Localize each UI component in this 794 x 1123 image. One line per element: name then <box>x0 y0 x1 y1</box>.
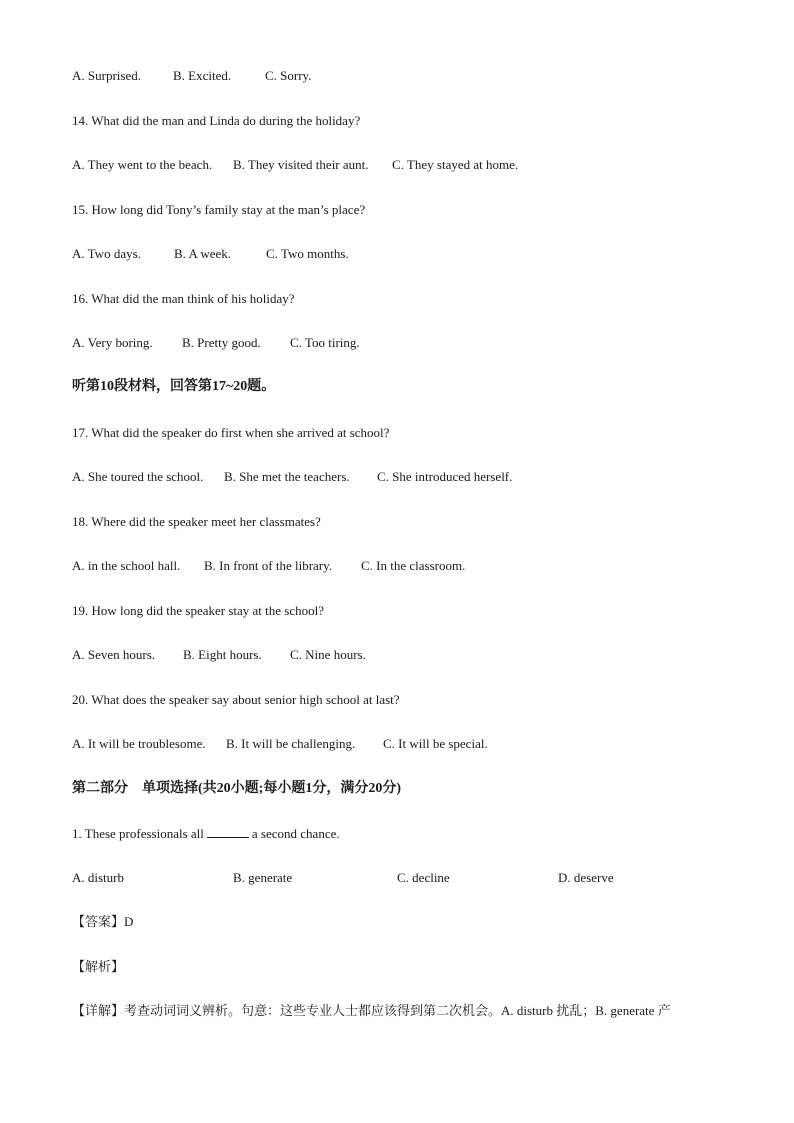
q14-options <box>72 157 519 173</box>
option: A. They went to the beach. <box>72 157 213 172</box>
option: A. disturb <box>72 870 124 885</box>
section-heading: 听第10段材料，回答第17~20题。 <box>72 379 276 394</box>
q19-options <box>72 647 366 663</box>
answer-line: 【答案】D <box>72 914 134 929</box>
option: B. In front of the library. <box>204 558 333 573</box>
option: B. Eight hours. <box>183 647 262 662</box>
option: C. Nine hours. <box>290 647 366 662</box>
question-before: 1. These professionals all <box>72 826 204 841</box>
question-text: 17. What did the speaker do first when she arrived at school? <box>72 425 390 440</box>
option: C. In the classroom. <box>361 558 466 573</box>
part-heading: 第二部分 单项选择(共20小题;每小题1分，满分20分) <box>72 781 401 796</box>
option: A. Very boring. <box>72 335 153 350</box>
option: C. It will be special. <box>383 736 488 751</box>
option: B. Excited. <box>173 68 232 83</box>
p2q1-options <box>72 870 614 886</box>
option: B. She met the teachers. <box>224 469 350 484</box>
option: A. Two days. <box>72 246 141 261</box>
q20-options <box>72 736 488 752</box>
option: A. in the school hall. <box>72 558 181 573</box>
option: B. A week. <box>174 246 232 261</box>
analysis-line: 【解析】 <box>72 959 125 974</box>
option: C. They stayed at home. <box>392 157 519 172</box>
option: C. She introduced herself. <box>377 469 513 484</box>
question-text: 18. Where did the speaker meet her classmates? <box>72 514 321 529</box>
option: B. It will be challenging. <box>226 736 356 751</box>
option: C. Sorry. <box>265 68 312 83</box>
option: A. She toured the school. <box>72 469 204 484</box>
question-text: 16. What did the man think of his holiday? <box>72 291 295 306</box>
question-after: a second chance. <box>251 826 340 841</box>
detail-line: 【详解】考查动词词义辨析。句意：这些专业人士都应该得到第二次机会。A. disturb 扰乱；B. generate 产 <box>72 1003 671 1018</box>
option: C. Two months. <box>266 246 349 261</box>
option: B. They visited their aunt. <box>233 157 369 172</box>
question-text: 14. What did the man and Linda do during the holiday? <box>72 113 361 128</box>
question-text: 19. How long did the speaker stay at the school? <box>72 603 324 618</box>
q15-options <box>72 246 349 262</box>
option: C. Too tiring. <box>290 335 360 350</box>
option: A. Surprised. <box>72 68 141 83</box>
q18-options <box>72 558 466 574</box>
question-text <box>72 825 340 842</box>
q13-options <box>72 68 312 84</box>
q17-options <box>72 469 513 485</box>
option: B. Pretty good. <box>182 335 261 350</box>
q16-options <box>72 335 360 351</box>
option: B. generate <box>233 870 293 885</box>
option: D. deserve <box>558 870 614 885</box>
option: C. decline <box>397 870 450 885</box>
question-text: 20. What does the speaker say about senior high school at last? <box>72 692 400 707</box>
answer-blank <box>207 825 249 838</box>
question-text: 15. How long did Tony’s family stay at the man’s place? <box>72 202 366 217</box>
option: A. Seven hours. <box>72 647 156 662</box>
option: A. It will be troublesome. <box>72 736 206 751</box>
